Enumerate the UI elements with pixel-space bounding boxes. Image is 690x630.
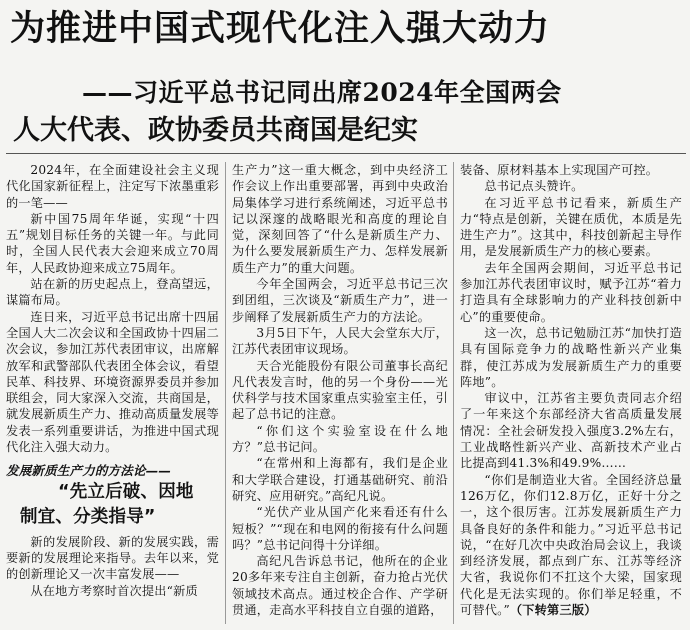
header-rule [6, 153, 686, 154]
section-heading [6, 463, 219, 529]
paragraph: 2024年，在全面建设社会主义现代化国家新征程上，注定写下浓墨重彩的一笔—— [6, 163, 219, 210]
continued-note: （下转第三版） [509, 603, 597, 618]
paragraph: 今年全国两会，习近平总书记三次到团组，三次谈及“新质生产力”，进一步阐释了发展新质生产力的方法论。 [232, 277, 448, 324]
paragraph: 审议中，江苏省主要负责同志介绍了一年来这个东部经济大省高质量发展情况：全社会研发投入强度3.2%左右，工业战略性新兴产业、高新技术产业占比提高到41.3%和49.9%…… [460, 391, 682, 471]
section-title-line-1: “先立后破、因地 [58, 481, 194, 502]
column-1 [6, 162, 219, 599]
paragraph: 新中国75周年华诞，实现“十四五”规划目标任务的关键一年。与此同时，全国人民代表大会迎来成立70周年，人民政协迎来成立75周年。 [6, 211, 219, 275]
paragraph: “在常州和上海都有，我们是企业和大学联合建设，打通基础研究、前沿研究、应用研究。”高纪凡说。 [232, 456, 448, 503]
paragraph-text: “你们是制造业大省。全国经济总量126万亿，你们12.8万亿，正好十分之一，这个很厉害。江苏发展新质生产力具备良好的条件和能力。”习近平总书记说，“在好几次中央政治局会议上，我谈到经济发展，都点到广东、江苏等经济大省，我说你们不扛这个大梁，国家现代化是无法实现的。你们举足轻重，不可替代。” [460, 472, 682, 618]
paragraph: 站在新的历史起点上，登高望远，谋篇布局。 [6, 277, 219, 308]
paragraph: 从在地方考察时首次提出“新质 [30, 583, 198, 598]
headline: 为推进中国式现代化注入强大动力 [10, 9, 551, 49]
section-kicker: 发展新质生产力的方法论—— [6, 463, 172, 479]
column-3 [460, 162, 682, 618]
column-2 [232, 162, 448, 618]
paragraph: 装备、原材料基本上实现国产可控。 [460, 163, 659, 177]
subtitle-line-1: ——习近平总书记同出席2024年全国两会 [82, 78, 562, 107]
paragraph: 高纪凡告诉总书记，他所在的企业20多年来专注自主创新，奋力抢占光伏领域技术高点。通过校企合作、产学研贯通，走高水平科技自立自强的道路， [232, 554, 448, 618]
paragraph: 3月5日下午，人民大会堂东大厅，江苏代表团审议现场。 [232, 325, 448, 357]
paragraph: 这一次，总书记勉励江苏“加快打造具有国际竞争力的战略性新兴产业集群，使江苏成为发展新质生产力的重要阵地”。 [460, 325, 682, 389]
column-divider [453, 162, 454, 624]
paragraph: “你们这个实验室设在什么地方？”总书记问。 [232, 423, 448, 455]
paragraph: “光伏产业从国产化来看还有什么短板？”“现在和电网的衔接有什么问题吗？”总书记问得十分详细。 [232, 505, 448, 552]
paragraph: 连日来，习近平总书记出席十四届全国人大二次会议和全国政协十四届二次会议，参加江苏代表团审议，出席解放军和武警部队代表团全体会议，看望民革、科技界、环境资源界委员并参加联组会，同大家深入交流，共商国是，就发展新质生产力、推动高质量发展等发表一系列重要讲话，为推进中国式现代化注入强大动力。 [6, 309, 219, 455]
subtitle-line-2: 人大代表、政协委员共商国是纪实 [13, 115, 418, 146]
paragraph: 在习近平总书记看来，新质生产力“特点是创新，关键在质优，本质是先进生产力”。这其中，科技创新起主导作用，是发展新质生产力的核心要素。 [460, 195, 682, 259]
paragraph: 生产力”这一重大概念，到中央经济工作会议上作出重要部署，再到中央政治局集体学习进行系统阐述，习近平总书记以深邃的战略眼光和高度的理论自觉，深刻回答了“什么是新质生产力、为什么要发展新质生产力、怎样发展新质生产力”的重大问题。 [232, 163, 448, 275]
paragraph: 天合光能股份有限公司董事长高纪凡代表发言时，他的另一个身份——光伏科学与技术国家重点实验室主任，引起了总书记的注意。 [232, 358, 448, 422]
paragraph [460, 472, 682, 619]
paragraph: 去年全国两会期间，习近平总书记参加江苏代表团审议时，赋予江苏“着力打造具有全球影响力的产业科技创新中心”的重要使命。 [460, 260, 682, 324]
paragraph: 总书记点头赞许。 [484, 179, 584, 194]
column-divider [225, 162, 226, 624]
section-title-line-2: 制宜、分类指导” [20, 506, 156, 527]
paragraph: 新的发展阶段、新的发展实践，需要新的发展理论来指导。去年以来，党的创新理论又一次丰富发展—— [6, 534, 219, 582]
